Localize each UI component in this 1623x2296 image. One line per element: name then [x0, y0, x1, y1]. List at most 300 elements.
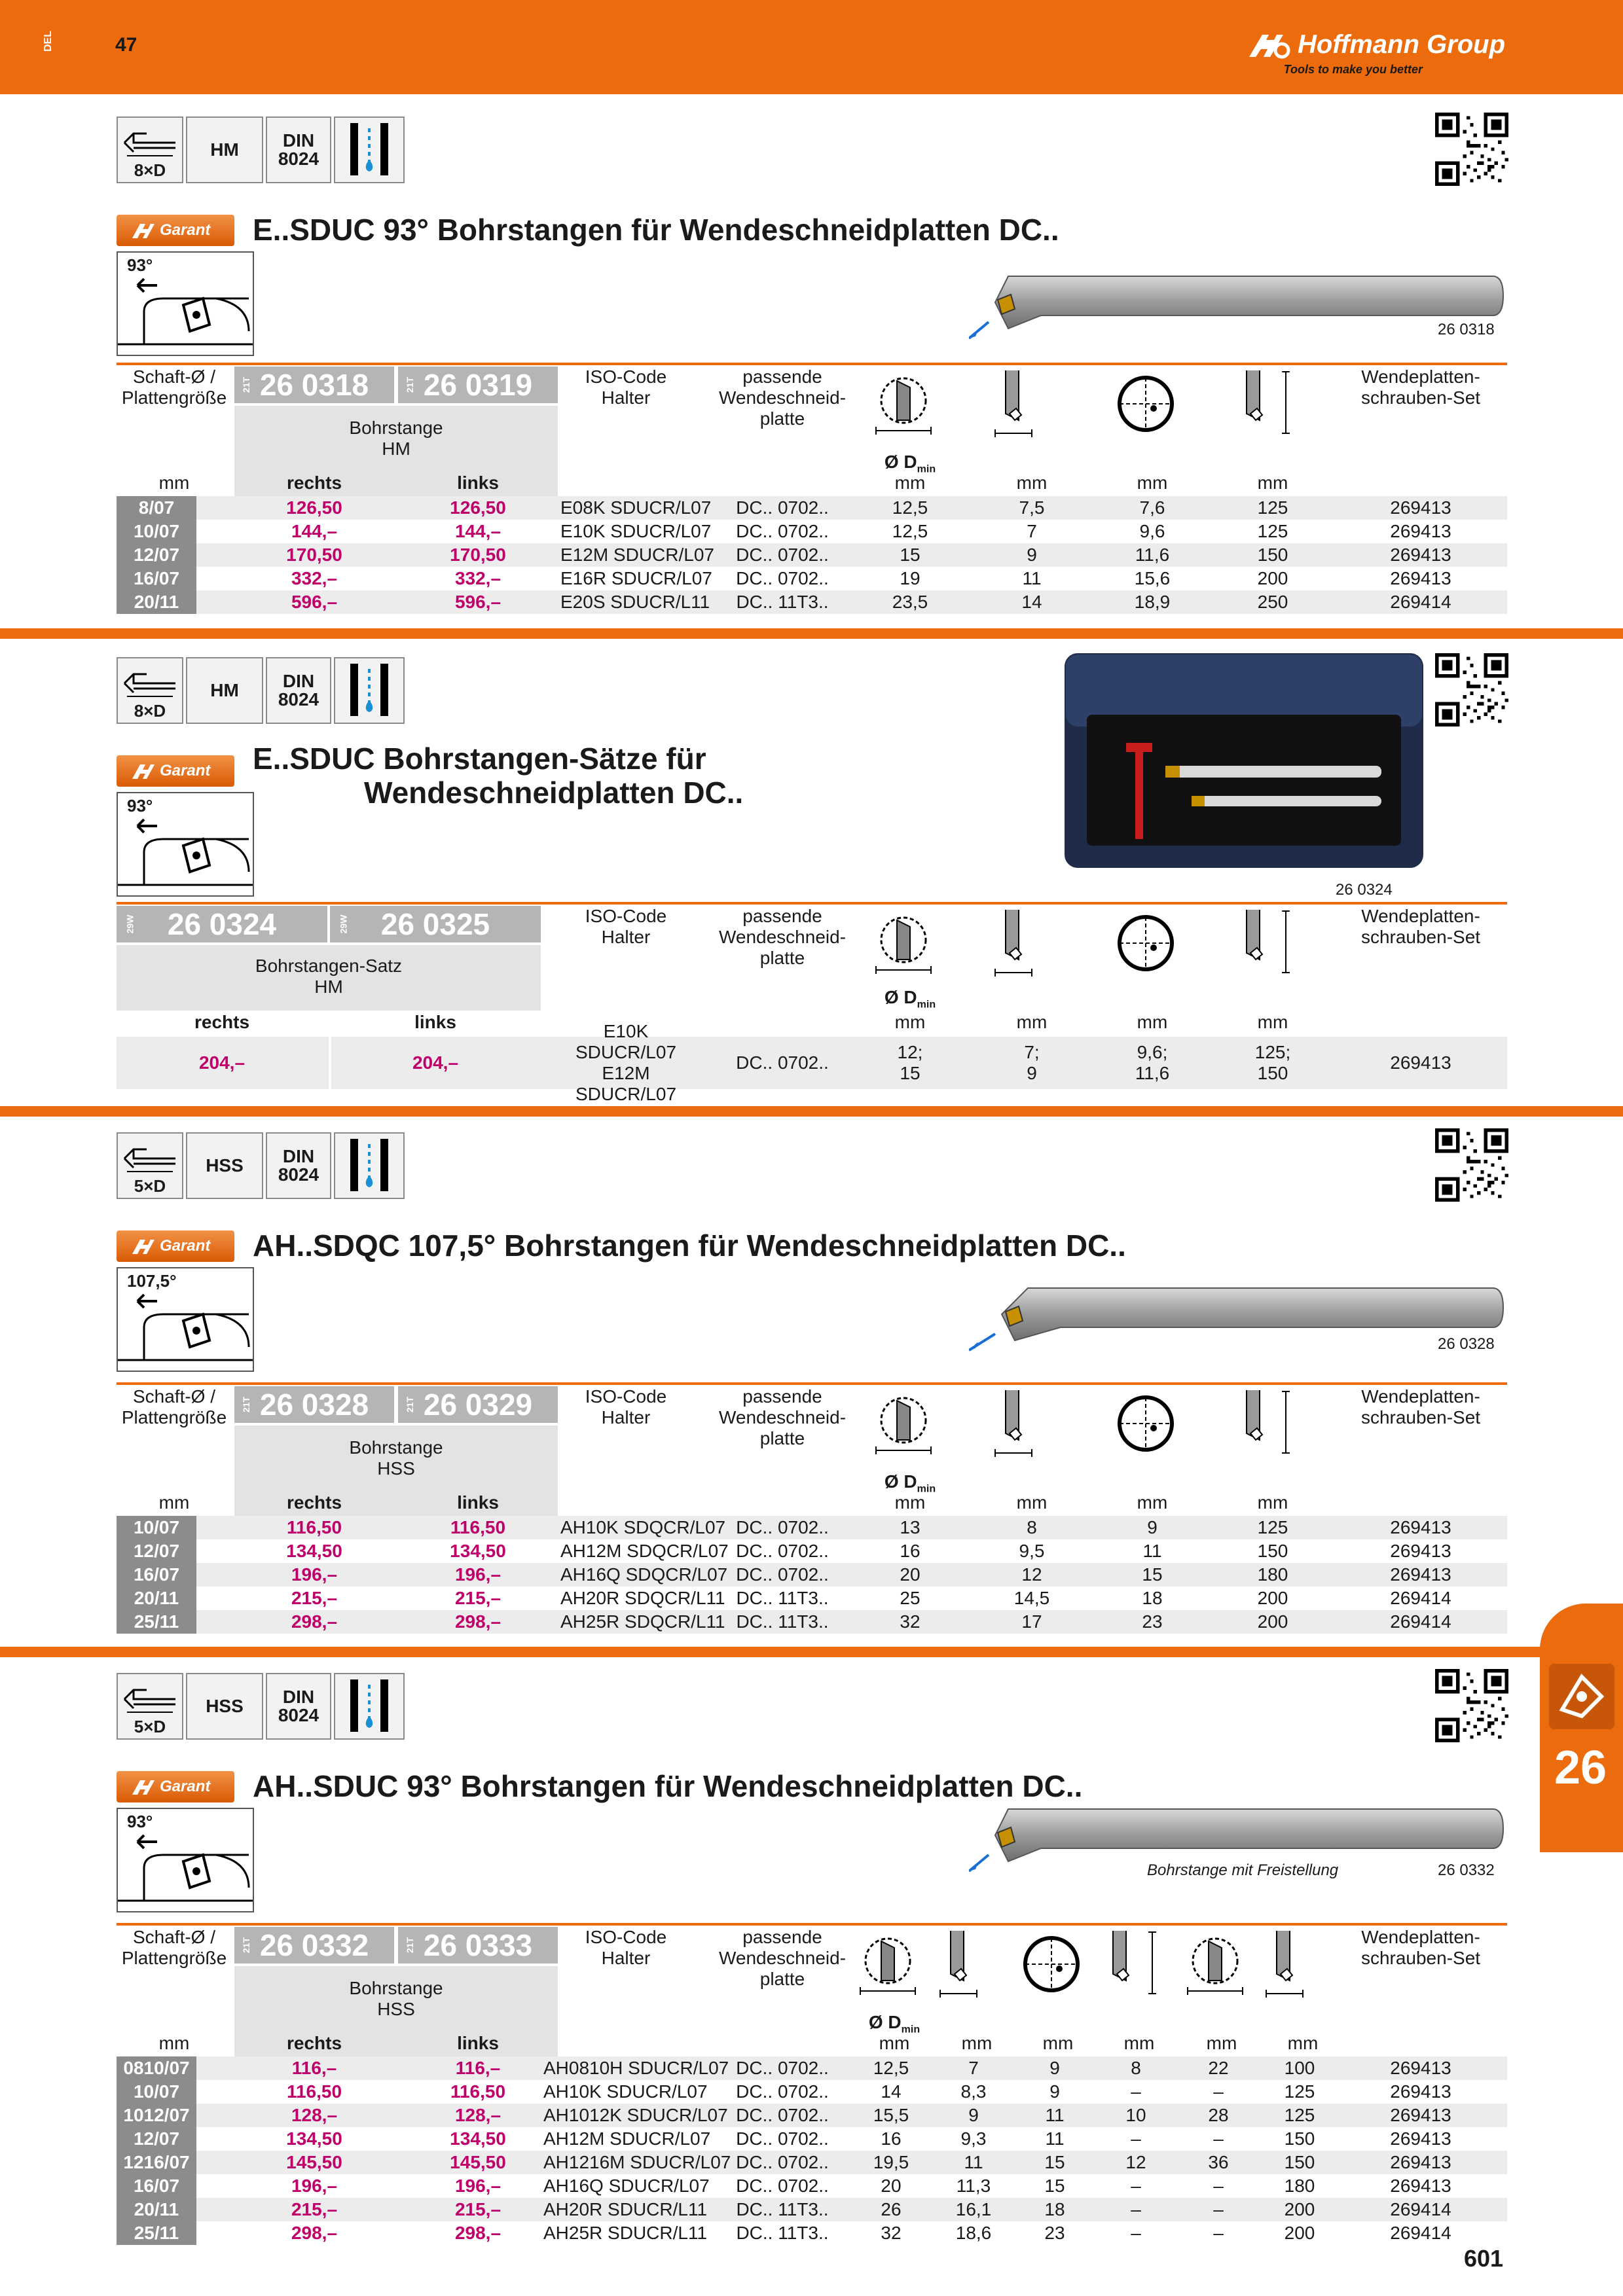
table-cell: 9	[1049, 2081, 1060, 2102]
table-row	[117, 2127, 1507, 2151]
section-separator	[0, 1647, 1623, 1657]
table-cell: 15	[900, 545, 921, 565]
unit-label: mm	[1016, 1492, 1048, 1513]
screw-set-header: Wendeplatten- schrauben-Set	[1360, 1927, 1481, 1968]
rechts-header: rechts	[194, 1012, 250, 1032]
price-cell[interactable]: 215,–	[291, 1588, 338, 1608]
article-number-left[interactable]	[234, 1927, 394, 1964]
internal-coolant-icon	[346, 120, 392, 179]
garant-logo	[117, 755, 234, 787]
table-cell: E10K SDUCR/L07 E12M SDUCR/L07	[575, 1021, 677, 1104]
table-cell: 32	[900, 1611, 921, 1632]
table-cell: 14	[881, 2081, 902, 2102]
chapter-code: DEL	[43, 31, 54, 52]
table-cell: 32	[881, 2223, 902, 2243]
insert-header: passende Wendeschneid- platte	[718, 906, 847, 968]
dimension-icon	[1113, 1388, 1198, 1473]
table-cell: 125	[1257, 521, 1288, 541]
price-cell[interactable]: 134,50	[286, 2128, 342, 2149]
table-cell: –	[1131, 2199, 1141, 2219]
unit-label: mm	[1206, 2033, 1237, 2053]
angle-label: 107,5°	[127, 1271, 177, 1291]
material-label: HSS	[206, 1155, 244, 1175]
dmin-text: Ø D	[868, 2012, 902, 2032]
table-cell: DC.. 0702..	[736, 2128, 829, 2149]
table-cell: 17	[1021, 1611, 1042, 1632]
material-box	[186, 117, 263, 183]
dmin-sub: min	[901, 2024, 921, 2036]
price-cell[interactable]: 332,–	[291, 568, 338, 588]
angle-diagram	[117, 792, 254, 897]
section-title: AH..SDQC 107,5° Bohrstangen für Wendeschneidplatten DC..	[253, 1229, 1126, 1263]
ratio-label: 5×D	[134, 1176, 166, 1196]
ratio-box	[117, 117, 183, 183]
dimension-icon	[1019, 1928, 1104, 2013]
article-number-left[interactable]	[117, 906, 327, 942]
din-label: DIN 8024	[278, 1687, 319, 1725]
price-cell[interactable]: 215,–	[291, 2199, 338, 2219]
table-cell: AH1216M SDUCR/L07	[543, 2152, 731, 2172]
table-header-rule	[117, 363, 1507, 365]
din-box	[266, 1132, 331, 1199]
table-cell: –	[1213, 2223, 1224, 2243]
price-cell[interactable]: 596,–	[291, 592, 338, 612]
table-cell: 125; 150	[1254, 1042, 1291, 1083]
table-row	[117, 2174, 1507, 2198]
article-number: 26 0319	[423, 368, 533, 402]
table-cell: –	[1213, 2128, 1224, 2149]
section-title: E..SDUC 93° Bohrstangen für Wendeschneidplatten DC..	[253, 213, 1059, 247]
dimension-icon	[1233, 1388, 1319, 1473]
table-cell: 15,6	[1134, 568, 1171, 588]
table-cell: 269414	[1390, 2199, 1451, 2219]
unit-label: mm	[961, 2033, 993, 2053]
shank-size-cell: 16/07	[117, 567, 196, 590]
unit-label: mm	[1257, 473, 1288, 493]
table-cell: –	[1213, 2199, 1224, 2219]
image-caption: 26 0324	[1336, 881, 1393, 899]
coolant-box	[334, 117, 405, 183]
insert-header: passende Wendeschneid- platte	[718, 1927, 847, 1989]
table-cell: AH12M SDUCR/L07	[543, 2128, 711, 2149]
table-cell: E12M SDUCR/L07	[560, 545, 714, 565]
article-number: 26 0324	[167, 907, 277, 941]
shank-size-cell: 0810/07	[117, 2056, 196, 2080]
insert-header: passende Wendeschneid- platte	[718, 1386, 847, 1448]
price-cell[interactable]: 126,50	[286, 497, 342, 518]
table-cell: 22	[1208, 2058, 1229, 2078]
price-cell[interactable]: 170,50	[286, 545, 342, 565]
price-cell[interactable]: 116,50	[286, 1517, 342, 1537]
table-cell: 9	[1049, 2058, 1060, 2078]
table-cell: 11	[1022, 568, 1042, 588]
table-cell: 180	[1284, 2176, 1315, 2196]
shank-size-cell: 10/07	[117, 520, 196, 543]
section-title: E..SDUC Bohrstangen-Sätze für	[253, 742, 706, 776]
table-cell: 9	[1027, 545, 1037, 565]
table-cell: 9,3	[960, 2128, 987, 2149]
shank-size-cell: 16/07	[117, 1563, 196, 1587]
price-cell[interactable]: 196,–	[291, 2176, 338, 2196]
table-cell: 200	[1257, 1611, 1288, 1632]
angle-diagram	[117, 1808, 254, 1912]
table-cell: –	[1131, 2081, 1141, 2102]
table-row	[117, 567, 1507, 590]
dmin-sub: min	[917, 999, 936, 1011]
angle-diagram	[117, 1267, 254, 1372]
article-number: 26 0333	[423, 1928, 533, 1962]
chapter-tab[interactable]	[1540, 1604, 1623, 1852]
unit-label: mm	[894, 473, 926, 493]
table-cell: 7	[1027, 521, 1037, 541]
material-label: HM	[210, 139, 239, 160]
article-number-right[interactable]	[398, 1927, 558, 1964]
table-cell: 12,5	[873, 2058, 909, 2078]
material-box	[186, 1673, 263, 1740]
table-cell: 269413	[1390, 2176, 1451, 2196]
price-cell[interactable]: 215,–	[454, 1588, 501, 1608]
price-cell[interactable]: 215,–	[454, 2199, 501, 2219]
ratio-label: 5×D	[134, 1717, 166, 1736]
price-cell[interactable]: 126,50	[450, 497, 506, 518]
table-cell: 15	[1142, 1564, 1163, 1585]
price-cell[interactable]: 204,–	[412, 1052, 459, 1073]
price-cell[interactable]: 116,–	[455, 2058, 501, 2078]
price-cell[interactable]: 196,–	[454, 2176, 501, 2196]
table-cell: 269413	[1390, 1541, 1451, 1561]
table-cell: 269413	[1390, 2128, 1451, 2149]
boring-bar-image	[969, 257, 1506, 351]
table-cell: E08K SDUCR/L07	[560, 497, 712, 518]
table-cell: 150	[1257, 1541, 1288, 1561]
article-number-left[interactable]	[234, 367, 394, 403]
table-cell: DC.. 11T3..	[736, 2223, 829, 2243]
price-cell[interactable]: 145,50	[286, 2152, 342, 2172]
table-cell: 14	[1021, 592, 1042, 612]
image-caption: 26 0318	[1438, 321, 1495, 338]
table-cell: 12,5	[892, 521, 928, 541]
table-cell: DC.. 0702..	[736, 1541, 829, 1561]
price-cell[interactable]: 196,–	[291, 1564, 338, 1585]
dimension-icon	[993, 1388, 1078, 1473]
unit-label: mm	[1123, 2033, 1155, 2053]
table-cell: 23,5	[892, 592, 928, 612]
shank-size-cell: 10/07	[117, 2080, 196, 2104]
article-number: 26 0332	[259, 1928, 369, 1962]
price-cell[interactable]: 116,50	[286, 2081, 342, 2102]
article-tag: 29W	[124, 914, 136, 934]
price-cell[interactable]: 128,–	[291, 2105, 338, 2125]
price-cell[interactable]: 298,–	[291, 2223, 338, 2243]
price-cell[interactable]: 134,50	[450, 1541, 506, 1561]
table-cell: DC.. 0702..	[736, 545, 829, 565]
unit-label: mm	[1287, 2033, 1319, 2053]
table-cell: 9,6; 11,6	[1135, 1042, 1170, 1083]
table-cell: 16,1	[955, 2199, 992, 2219]
cutting-angle-icon	[118, 1268, 253, 1371]
unit-label: mm	[1137, 473, 1168, 493]
article-number-right[interactable]	[330, 906, 541, 942]
table-cell: 100	[1284, 2058, 1315, 2078]
price-cell[interactable]: 128,–	[454, 2105, 501, 2125]
dimension-icon	[993, 907, 1078, 992]
table-cell: 15	[1044, 2176, 1065, 2196]
coolant-box	[334, 1132, 405, 1199]
top-bar	[0, 0, 1623, 94]
din-label: DIN 8024	[278, 671, 319, 709]
product-type-header: Bohrstange HM	[234, 406, 558, 501]
article-number: 26 0329	[423, 1388, 533, 1422]
table-cell: 150	[1284, 2128, 1315, 2149]
table-cell: 180	[1257, 1564, 1288, 1585]
table-row	[117, 1516, 1507, 1539]
links-header: links	[414, 1012, 456, 1032]
table-cell: DC.. 11T3..	[736, 592, 829, 612]
table-cell: 269413	[1390, 2058, 1451, 2078]
shank-size-cell: 8/07	[117, 496, 196, 520]
article-tag: 21T	[241, 1937, 252, 1954]
table-cell: 9	[1147, 1517, 1158, 1537]
table-cell: 18	[1142, 1588, 1163, 1608]
unit-label: mm	[894, 1492, 926, 1513]
table-cell: DC.. 0702..	[736, 521, 829, 541]
garant-logo	[117, 1771, 234, 1803]
table-row	[117, 2104, 1507, 2127]
table-row	[117, 543, 1507, 567]
table-cell: 200	[1257, 1588, 1288, 1608]
garant-logo-icon	[131, 1778, 157, 1796]
unit-label: mm	[894, 1012, 926, 1032]
table-cell: 11	[964, 2152, 983, 2172]
table-cell: 36	[1208, 2152, 1229, 2172]
garant-logo-icon	[131, 221, 157, 240]
article-tag: 21T	[241, 1396, 252, 1413]
table-cell: AH25R SDQCR/L11	[560, 1611, 725, 1632]
dimension-icon	[1113, 368, 1198, 453]
table-row	[117, 2056, 1507, 2080]
price-cell[interactable]: 298,–	[454, 1611, 501, 1632]
table-cell: DC.. 0702..	[736, 568, 829, 588]
table-cell: 20	[881, 2176, 902, 2196]
price-cell[interactable]: 144,–	[291, 521, 338, 541]
table-cell: DC.. 0702..	[736, 2176, 829, 2196]
table-cell: 16	[881, 2128, 902, 2149]
table-cell: DC.. 0702..	[736, 2105, 829, 2125]
table-cell: 9,6	[1139, 521, 1165, 541]
table-cell: AH12M SDQCR/L07	[560, 1541, 729, 1561]
table-cell: 12; 15	[897, 1042, 923, 1083]
dmin-sub: min	[917, 1483, 936, 1495]
qr-code[interactable]	[1435, 113, 1508, 186]
table-row	[117, 1587, 1507, 1610]
table-cell: AH20R SDQCR/L11	[560, 1588, 725, 1608]
price-cell[interactable]: 144,–	[454, 521, 501, 541]
price-cell[interactable]: 204,–	[198, 1052, 246, 1073]
table-cell: 125	[1257, 497, 1288, 518]
shank-size-cell: 12/07	[117, 2127, 196, 2151]
price-cell[interactable]: 134,50	[286, 1541, 342, 1561]
table-cell: 125	[1284, 2105, 1315, 2125]
internal-coolant-icon	[346, 1677, 392, 1736]
table-cell: 15,5	[873, 2105, 909, 2125]
table-cell: DC.. 0702..	[736, 1052, 829, 1073]
unit-label: mm	[1257, 1492, 1288, 1513]
article-number-left[interactable]	[234, 1386, 394, 1423]
coolant-box	[334, 657, 405, 724]
internal-coolant-icon	[346, 661, 392, 720]
cutting-angle-icon	[118, 253, 253, 355]
shank-header: Schaft-Ø / Plattengröße	[121, 1386, 227, 1427]
price-cell[interactable]: 332,–	[454, 568, 501, 588]
image-note: Bohrstange mit Freistellung	[1147, 1861, 1339, 1879]
boring-bar-ratio-icon	[120, 1686, 179, 1717]
unit-label: mm	[158, 473, 190, 493]
table-cell: DC.. 0702..	[736, 1517, 829, 1537]
unit-label: mm	[1137, 1012, 1168, 1032]
article-number: 26 0318	[259, 368, 369, 402]
article-number-right[interactable]	[398, 367, 558, 403]
dimension-icon	[1100, 1928, 1185, 2013]
qr-code[interactable]	[1435, 1669, 1508, 1742]
iso-code-header: ISO-Code Halter	[585, 906, 667, 947]
links-header: links	[457, 1492, 499, 1513]
rechts-header: rechts	[286, 2033, 342, 2053]
article-number-right[interactable]	[398, 1386, 558, 1423]
shank-size-cell: 12/07	[117, 543, 196, 567]
ratio-box	[117, 1673, 183, 1740]
shank-size-cell: 1216/07	[117, 2151, 196, 2174]
material-box	[186, 1132, 263, 1199]
table-row	[117, 1610, 1507, 1634]
table-header-rule	[117, 1923, 1507, 1926]
table-cell: 7	[968, 2058, 979, 2078]
qr-code[interactable]	[1435, 1128, 1508, 1202]
price-cell[interactable]: 298,–	[291, 1611, 338, 1632]
table-cell: 269413	[1390, 2105, 1451, 2125]
dimension-icon	[1233, 907, 1319, 992]
table-cell: 125	[1284, 2081, 1315, 2102]
garant-label: Garant	[160, 1778, 211, 1795]
boring-bar-ratio-icon	[120, 130, 179, 161]
material-label: HSS	[206, 1696, 244, 1716]
din-box	[266, 657, 331, 724]
article-number: 26 0325	[380, 907, 490, 941]
coolant-box	[334, 1673, 405, 1740]
table-cell: 18,6	[955, 2223, 992, 2243]
unit-label: mm	[1257, 1012, 1288, 1032]
price-cell[interactable]: 170,50	[450, 545, 506, 565]
iso-code-header: ISO-Code Halter	[585, 1927, 667, 1968]
price-cell[interactable]: 116,50	[450, 2081, 506, 2102]
table-cell: 269413	[1390, 1052, 1451, 1073]
image-caption: 26 0332	[1438, 1861, 1495, 1879]
table-cell: 269413	[1390, 2081, 1451, 2102]
table-cell: AH16Q SDUCR/L07	[543, 2176, 710, 2196]
unit-label: mm	[158, 2033, 190, 2053]
section-title-line2: Wendeschneidplatten DC..	[364, 776, 744, 810]
price-cell[interactable]: 196,–	[454, 1564, 501, 1585]
boring-bar-ratio-icon	[120, 670, 179, 702]
ratio-label: 8×D	[134, 160, 166, 180]
boring-bar-ratio-icon	[120, 1145, 179, 1177]
table-cell: 19	[900, 568, 921, 588]
links-header: links	[457, 473, 499, 493]
table-cell: 150	[1257, 545, 1288, 565]
table-cell: 12	[1021, 1564, 1042, 1585]
table-cell: 269413	[1390, 2152, 1451, 2172]
product-type-header: Bohrstangen-Satz HM	[117, 945, 541, 1011]
table-cell: AH10K SDQCR/L07	[560, 1517, 726, 1537]
iso-code-header: ISO-Code Halter	[585, 1386, 667, 1427]
table-cell: 26	[881, 2199, 902, 2219]
table-cell: DC.. 0702..	[736, 1564, 829, 1585]
shank-size-cell: 16/07	[117, 2174, 196, 2198]
table-cell: AH1012K SDUCR/L07	[543, 2105, 728, 2125]
table-cell: DC.. 11T3..	[736, 2199, 829, 2219]
garant-logo-icon	[131, 1237, 157, 1255]
table-row	[117, 2151, 1507, 2174]
article-tag: 21T	[405, 376, 416, 393]
hoffmann-logo-icon	[1247, 31, 1292, 60]
price-cell[interactable]: 596,–	[454, 592, 501, 612]
material-label: HM	[210, 680, 239, 700]
unit-label: mm	[879, 2033, 910, 2053]
unit-label: mm	[1016, 1012, 1048, 1032]
section-separator	[0, 1106, 1623, 1117]
table-cell: 11	[1045, 2128, 1065, 2149]
table-cell: 11,3	[956, 2176, 991, 2196]
angle-diagram	[117, 251, 254, 356]
table-cell: 18	[1044, 2199, 1065, 2219]
price-cell[interactable]: 134,50	[450, 2128, 506, 2149]
price-cell[interactable]: 145,50	[450, 2152, 506, 2172]
qr-code[interactable]	[1435, 653, 1508, 726]
price-cell[interactable]: 116,–	[291, 2058, 337, 2078]
table-cell: 8	[1027, 1517, 1037, 1537]
dimension-icon	[871, 368, 956, 453]
din-box	[266, 1673, 331, 1740]
boring-bar-image	[969, 1268, 1506, 1363]
table-cell: E16R SDUCR/L07	[560, 568, 712, 588]
din-box	[266, 117, 331, 183]
table-cell: 200	[1284, 2223, 1315, 2243]
price-cell[interactable]: 298,–	[454, 2223, 501, 2243]
shank-size-cell: 12/07	[117, 1539, 196, 1563]
section-title: AH..SDUC 93° Bohrstangen für Wendeschneidplatten DC..	[253, 1769, 1083, 1803]
table-row	[117, 590, 1507, 614]
unit-label: mm	[1016, 473, 1048, 493]
table-cell: 7,6	[1139, 497, 1165, 518]
price-cell[interactable]: 116,50	[450, 1517, 506, 1537]
shank-header: Schaft-Ø / Plattengröße	[121, 1927, 227, 1968]
table-cell: 10	[1125, 2105, 1146, 2125]
article-tag: 21T	[241, 376, 252, 393]
table-cell: 125	[1257, 1517, 1288, 1537]
insert-header: passende Wendeschneid- platte	[718, 367, 847, 429]
dmin-text: Ø D	[884, 452, 917, 472]
table-cell: 269414	[1390, 1611, 1451, 1632]
table-cell: 12,5	[892, 497, 928, 518]
dimension-icon	[993, 368, 1078, 453]
table-cell: 28	[1208, 2105, 1229, 2125]
section-separator	[0, 628, 1623, 639]
garant-logo	[117, 1230, 234, 1262]
screw-set-header: Wendeplatten- schrauben-Set	[1360, 906, 1481, 947]
table-cell: 269413	[1390, 568, 1451, 588]
table-cell: DC.. 0702..	[736, 2058, 829, 2078]
table-cell: DC.. 0702..	[736, 497, 829, 518]
table-cell: 269414	[1390, 1588, 1451, 1608]
